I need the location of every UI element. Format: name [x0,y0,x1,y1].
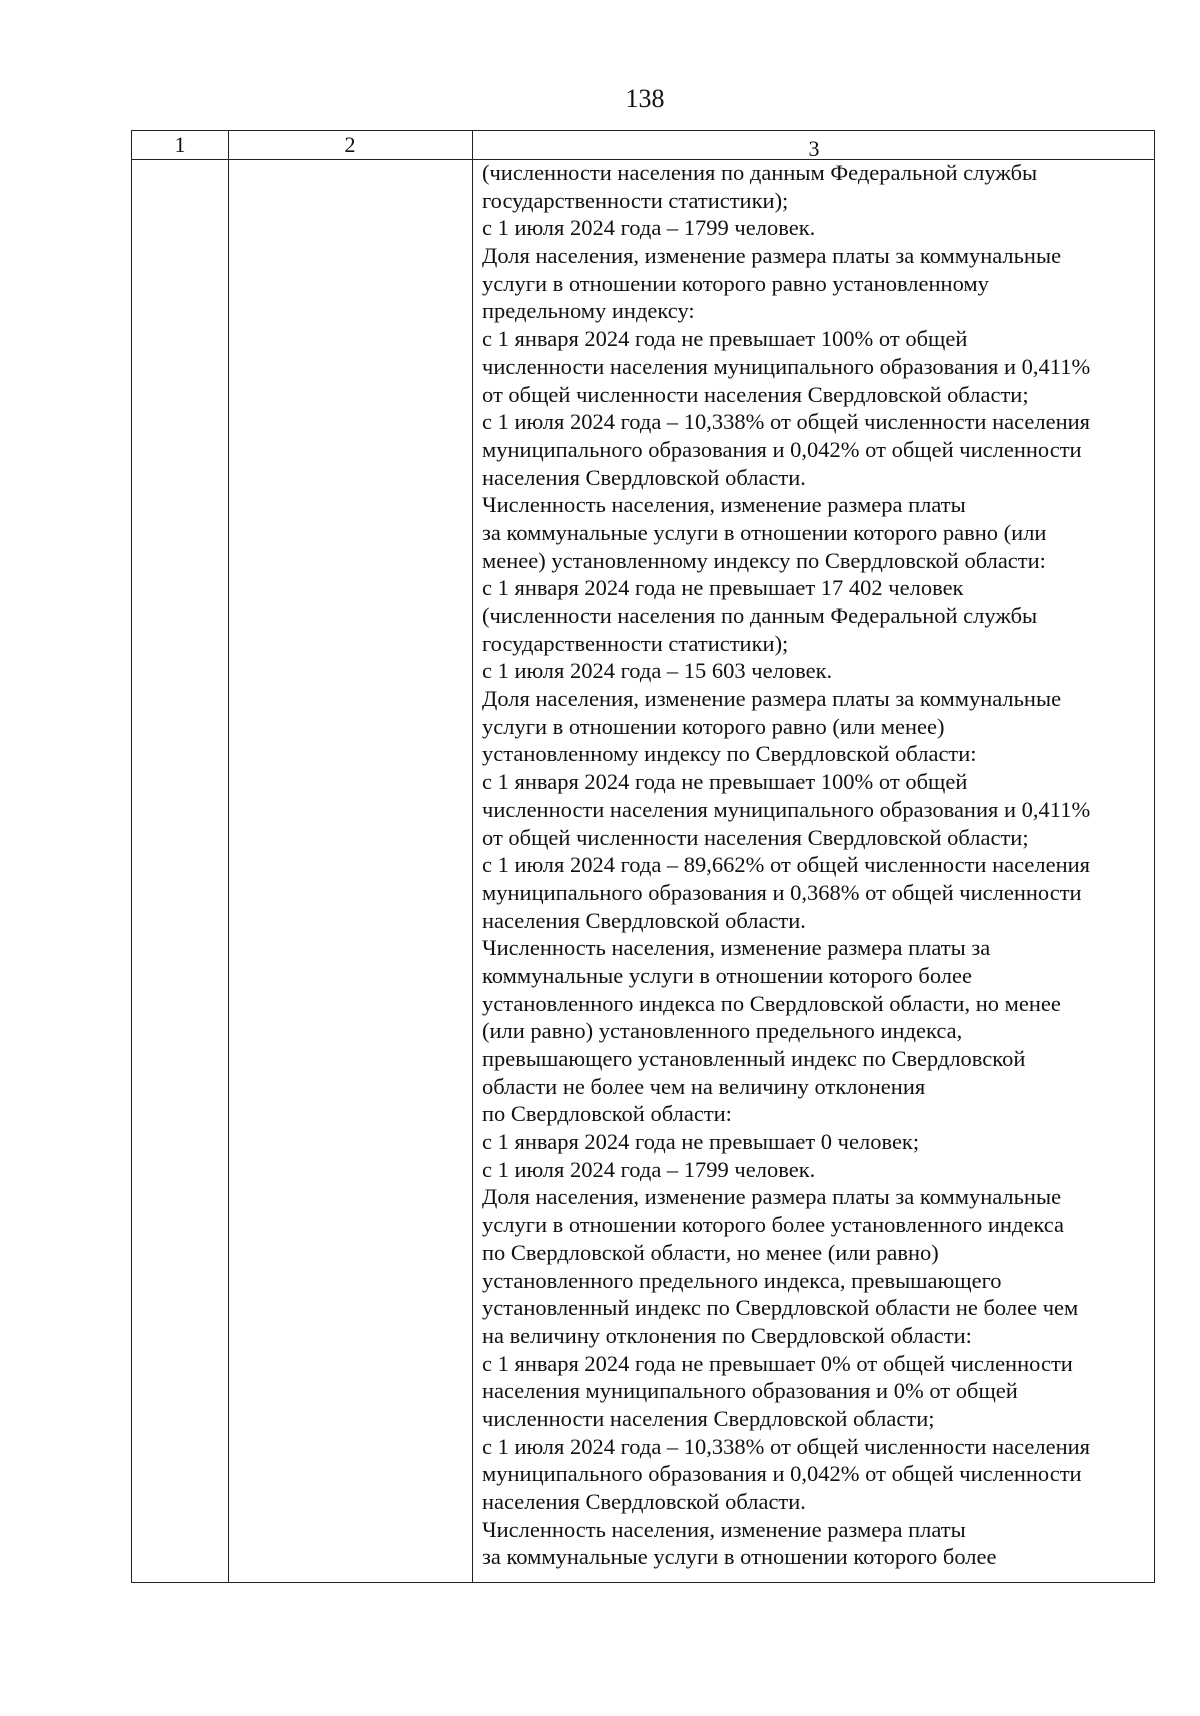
text-line: численности населения муниципального образования и 0,411% [482,796,1091,822]
column-divider-1 [228,131,229,1582]
text-line: с 1 июля 2024 года – 15 603 человек. [482,658,833,684]
text-line: с 1 июля 2024 года – 1799 человек. [482,1156,816,1182]
text-line: услуги в отношении которого более установленного индекса [482,1212,1064,1238]
column-number-2: 2 [344,132,356,157]
text-line: от общей численности населения Свердловской области; [482,381,1029,407]
column-3-text-cell [482,159,1148,1582]
text-line: муниципального образования и 0,042% от общей численности [482,436,1082,462]
text-line: с 1 января 2024 года не превышает 17 402 человек [482,575,964,601]
text-line: установленного предельного индекса, превышающего [482,1267,1002,1293]
text-line: от общей численности населения Свердловской области; [482,824,1029,850]
text-line: за коммунальные услуги в отношении которого равно (или [482,519,1047,545]
text-line: населения Свердловской области. [482,907,806,933]
text-line: государственности статистики); [482,187,789,213]
text-line: Доля населения, изменение размера платы за коммунальные [482,243,1062,269]
text-line: услуги в отношении которого равно установленному [482,270,989,296]
table-header-row [132,131,1154,160]
text-line: Численность населения, изменение размера платы [482,492,966,518]
text-line: муниципального образования и 0,368% от общей численности [482,879,1082,905]
text-line: менее) установленному индексу по Свердловской области: [482,547,1046,573]
text-line: установленного индекса по Свердловской области, но менее [482,990,1061,1016]
column-divider-2 [472,131,473,1582]
text-line: населения муниципального образования и 0% от общей [482,1378,1018,1404]
text-line: Численность населения, изменение размера платы [482,1516,966,1542]
text-line: с 1 июля 2024 года – 89,662% от общей численности населения [482,852,1090,878]
text-line: государственности статистики); [482,630,789,656]
text-line: за коммунальные услуги в отношении которого более [482,1544,997,1570]
text-line: с 1 июля 2024 года – 1799 человек. [482,215,816,241]
text-line: по Свердловской области, но менее (или равно) [482,1239,939,1265]
text-line: с 1 июля 2024 года – 10,338% от общей численности населения [482,1433,1090,1459]
text-line: по Свердловской области: [482,1101,732,1127]
column-number-3: 3 [808,136,820,161]
text-line: на величину отклонения по Свердловской области: [482,1322,972,1348]
text-line: численности населения муниципального образования и 0,411% [482,353,1091,379]
page-number: 138 [625,84,665,113]
text-line: коммунальные услуги в отношении которого более [482,962,972,988]
text-line: с 1 января 2024 года не превышает 100% от общей [482,326,968,352]
text-line: превышающего установленный индекс по Свердловской [482,1046,1026,1071]
text-line: с 1 января 2024 года не превышает 0% от общей численности [482,1350,1073,1376]
text-line: услуги в отношении которого равно (или менее) [482,713,945,739]
text-line: населения Свердловской области. [482,464,806,490]
text-line: муниципального образования и 0,042% от общей численности [482,1461,1082,1487]
document-table [131,130,1155,1583]
text-line: с 1 января 2024 года не превышает 0 человек; [482,1129,920,1155]
text-line: Численность населения, изменение размера платы за [482,935,991,961]
text-line: численности населения Свердловской области; [482,1405,935,1431]
text-line: населения Свердловской области. [482,1489,806,1514]
text-line: установленному индексу по Свердловской области: [482,741,977,767]
text-line: (численности населения по данным Федеральной службы [482,603,1038,628]
column-number-1: 1 [174,132,186,157]
text-line: Доля населения, изменение размера платы за коммунальные [482,1184,1062,1210]
text-line: (или равно) установленного предельного индекса, [482,1018,963,1044]
text-line: области не более чем на величину отклонения [482,1073,926,1099]
text-line: (численности населения по данным Федеральной службы [482,160,1038,185]
text-line: с 1 июля 2024 года – 10,338% от общей численности населения [482,409,1090,435]
text-line: установленный индекс по Свердловской области не более чем [482,1295,1079,1321]
text-line: с 1 января 2024 года не превышает 100% от общей [482,769,968,795]
text-line: Доля населения, изменение размера платы за коммунальные [482,686,1062,712]
text-line: предельному индексу: [482,298,695,324]
